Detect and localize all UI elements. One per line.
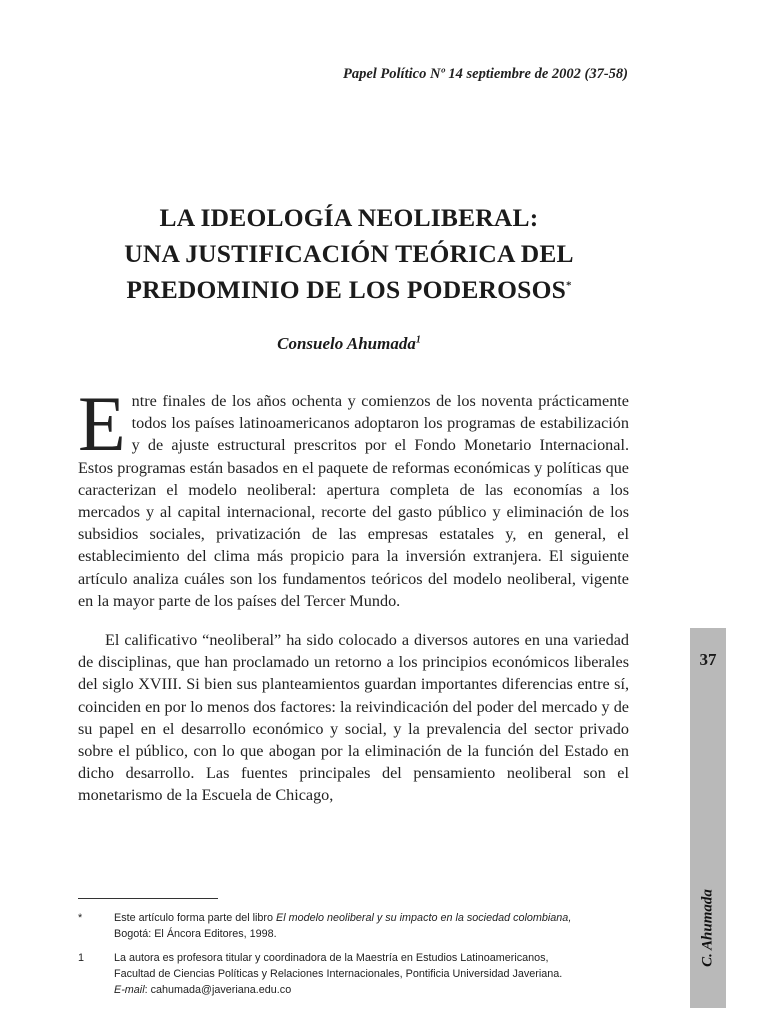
footnote-star-text [114,910,638,942]
title-footnote-mark: * [565,279,572,292]
footnote-1 [78,950,638,998]
drop-cap: E [78,380,126,467]
title-line-3-text: PREDOMINIO DE LOS PODEROSOS [126,275,566,304]
title-line-3 [70,272,628,308]
author-footnote-mark: 1 [415,334,421,346]
title-line-1: LA IDEOLOGÍA NEOLIBERAL: [159,203,539,232]
article-body [78,380,629,807]
paragraph-1-text: ntre finales de los años ochenta y comienzos de los noventa prácticamente todos los países latinoamericanos adoptaron los programas de estabilización y de ajuste estructural prescritos por el Fondo Monetario Internacional. Estos programas están basados en el paquete de reformas económicas y políticas que caracterizan el modelo neoliberal: apertura completa de las economías a los mercados y al capital internacional, recorte del gasto público y eliminación de los subsidios sociales, privatización de las empresas estatales y, en general, el establecimiento del clima más propicio para la inversión extranjera. El siguiente artículo analiza cuáles son los fundamentos teóricos del modelo neoliberal, vigente en la mayor parte de los países del Tercer Mundo. [78,392,629,610]
email-label: E-mail [114,984,145,996]
footnote-divider [78,898,218,899]
footnote-star-mark: * [78,912,83,924]
footnote-1-text [114,950,638,998]
email-value: : cahumada@javeriana.edu.co [144,984,292,996]
author-text: Consuelo Ahumada [277,334,416,353]
footnote-star-post: Bogotá: El Áncora Editores, 1998. [114,928,277,940]
paragraph-1 [78,380,629,612]
journal-header: Papel Político Nº 14 septiembre de 2002 (37-58) [342,66,628,82]
footnote-1-line1: La autora es profesora titular y coordinadora de la Maestría en Estudios Latinoamericanos, [114,952,549,964]
author-name [70,334,628,354]
article-title [70,200,628,308]
running-head: C. Ahumada [699,889,716,967]
footnote-star [78,910,638,942]
footnote-1-mark: 1 [78,952,85,964]
paragraph-2: El calificativo “neoliberal” ha sido colocado a diversos autores en una variedad de disciplinas, que han proclamado un retorno a los principios económicos liberales del siglo XVIII. Si bien sus planteamientos guardan importantes diferencias entre sí, coinciden en por lo menos dos factores: la reivindicación del poder del mercado y de su papel en el desarrollo económico y social, y la prevalencia del sector privado sobre el público, con lo que abogan por la eliminación de la función del Estado en dicho desarrollo. Las fuentes principales del pensamiento neoliberal son el monetarismo de la Escuela de Chicago, [78,631,629,805]
footnote-book-title: El modelo neoliberal y su impacto en la sociedad colombiana, [276,912,572,924]
title-line-2: UNA JUSTIFICACIÓN TEÓRICA DEL [124,239,574,268]
footnote-star-pre: Este artículo forma parte del libro [114,912,277,924]
footnotes [78,910,638,1006]
page-number: 37 [699,650,717,669]
footnote-1-line2: Facultad de Ciencias Políticas y Relaciones Internacionales, Pontificia Universidad Javeriana. [114,968,563,980]
